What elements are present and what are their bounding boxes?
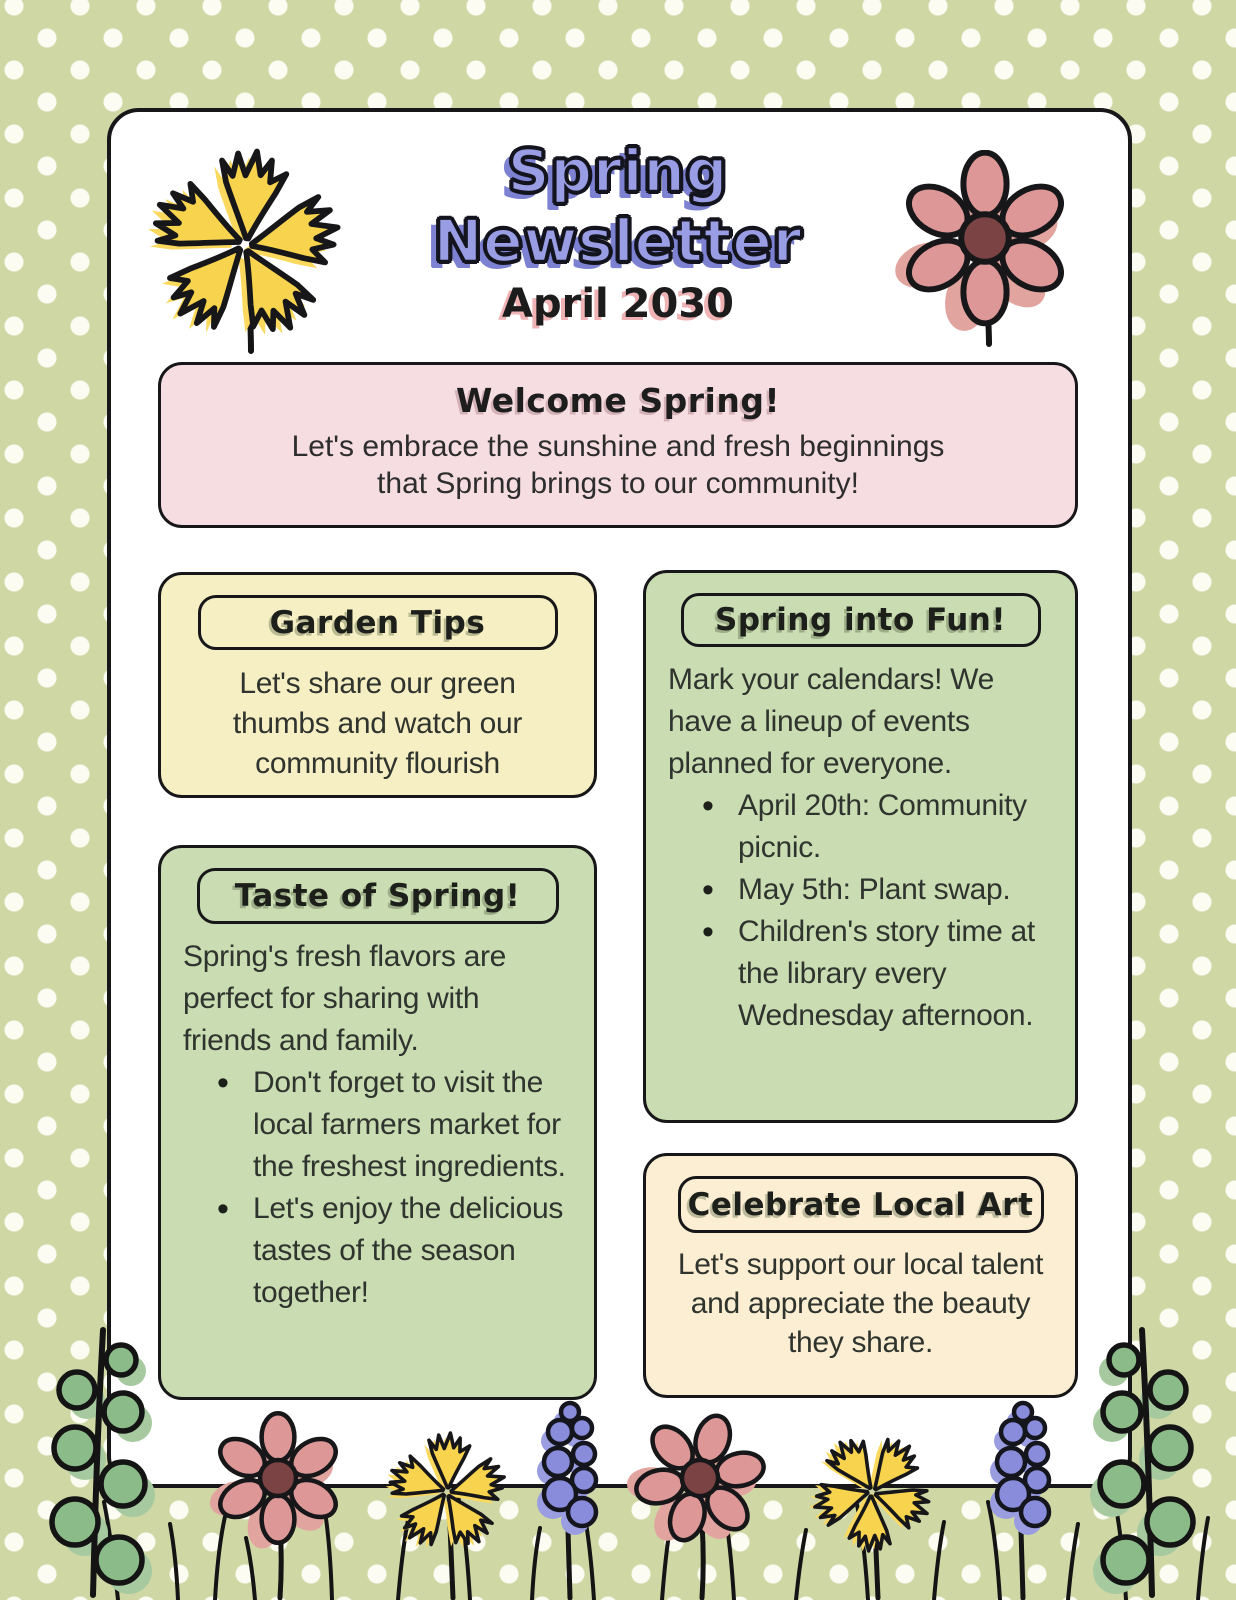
daisy-flower-icon bbox=[880, 150, 1090, 350]
daisy-flower-icon bbox=[620, 1398, 780, 1600]
welcome-body-line-1: Let's embrace the sunshine and fresh beginnings bbox=[291, 430, 945, 463]
title-line-1: Spring bbox=[507, 137, 729, 205]
celebrate-local-art-body: Let's support our local talent and appreciate the beauty they share. bbox=[677, 1248, 1044, 1359]
garden-tips-body: Let's share our green thumbs and watch our community flourish bbox=[232, 667, 523, 780]
welcome-body-line-2: that Spring brings to our community! bbox=[377, 467, 859, 500]
carnation-flower-icon bbox=[792, 1410, 952, 1600]
spring-into-fun-heading: Spring into Fun! bbox=[715, 602, 1006, 638]
taste-of-spring-heading-pill bbox=[197, 868, 559, 924]
welcome-box bbox=[158, 362, 1078, 528]
berry-sprig-icon bbox=[35, 1320, 155, 1600]
taste-of-spring-list bbox=[161, 1062, 594, 1314]
spring-into-fun-box bbox=[643, 570, 1078, 1123]
taste-of-spring-intro: Spring's fresh flavors are perfect for sharing with friends and family. bbox=[183, 940, 507, 1057]
celebrate-local-art-heading: Celebrate Local Art bbox=[687, 1186, 1034, 1223]
title-line-2: Newsletter bbox=[433, 207, 803, 275]
list-item: • Let's enjoy the delicious tastes of the season together! bbox=[253, 1188, 594, 1314]
list-item: • May 5th: Plant swap. bbox=[738, 869, 1075, 911]
spring-into-fun-heading-pill bbox=[681, 593, 1041, 647]
taste-of-spring-heading: Taste of Spring! bbox=[234, 878, 521, 914]
newsletter-date: April 2030 bbox=[502, 281, 734, 327]
daisy-flower-icon bbox=[198, 1398, 358, 1600]
spring-into-fun-intro: Mark your calendars! We have a lineup of events planned for everyone. bbox=[668, 663, 995, 780]
berry-sprig-icon bbox=[1090, 1320, 1210, 1600]
garden-tips-heading-pill bbox=[198, 595, 558, 650]
list-item: • Children's story time at the library every Wednesday afternoon. bbox=[738, 911, 1075, 1037]
celebrate-local-art-box bbox=[643, 1153, 1078, 1398]
muscari-flower-icon bbox=[502, 1400, 622, 1600]
list-item: • Don't forget to visit the local farmers market for the freshest ingredients. bbox=[253, 1062, 594, 1188]
celebrate-local-art-heading-pill bbox=[678, 1176, 1044, 1233]
list-item: • April 20th: Community picnic. bbox=[738, 785, 1075, 869]
garden-tips-box bbox=[158, 572, 597, 798]
muscari-flower-icon bbox=[955, 1400, 1075, 1600]
taste-of-spring-box bbox=[158, 845, 597, 1400]
newsletter-title bbox=[330, 136, 906, 328]
spring-into-fun-list bbox=[646, 785, 1075, 1037]
carnation-flower-icon bbox=[138, 138, 352, 354]
welcome-heading: Welcome Spring! bbox=[455, 381, 781, 420]
garden-tips-heading: Garden Tips bbox=[269, 604, 486, 641]
